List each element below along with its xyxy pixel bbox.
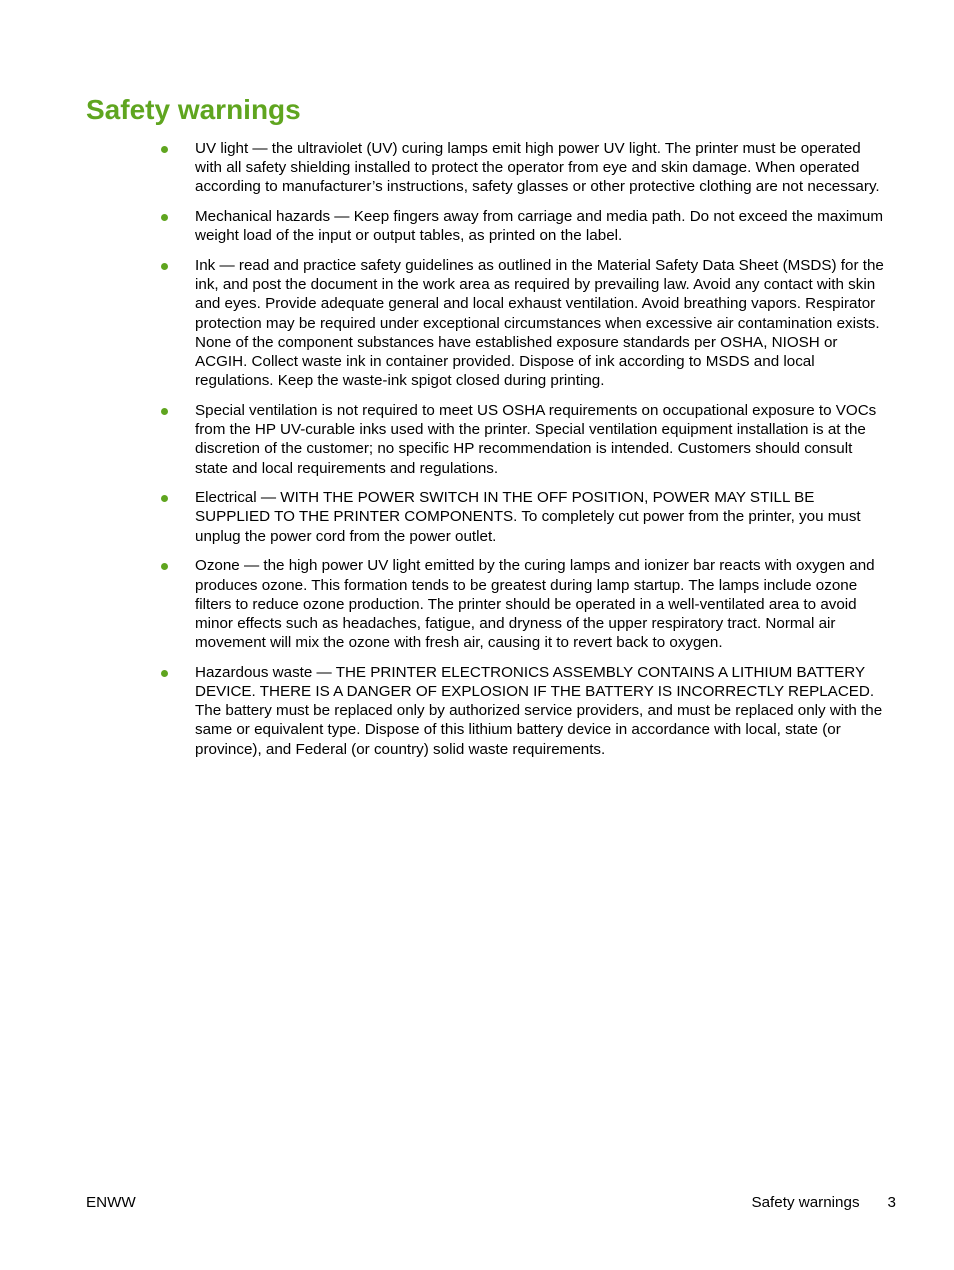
list-item-special-ventilation [158, 401, 888, 478]
page-title: Safety warnings [86, 94, 301, 125]
list-item-uv-light [158, 139, 888, 197]
bullet-icon [161, 670, 168, 677]
safety-warnings-list [158, 139, 888, 769]
list-item-mechanical-hazards [158, 207, 888, 245]
footer-left-label: ENWW [86, 1194, 136, 1211]
list-item-hazardous-waste [158, 663, 888, 759]
bullet-icon [161, 563, 168, 570]
footer-right [751, 1193, 896, 1212]
list-item-text: Ozone — the high power UV light emitted by the curing lamps and ionizer bar reacts with oxygen and produces ozone. This formation tends to be greatest during lamp startup. The lamps include ozone filters to reduce ozone production. The printer should be operated in a well-ventilated area to avoid minor effects such as headaches, fatigue, and dryness of the upper respiratory tract. Normal air movement will mix the ozone with fresh air, causing it to revert back to oxygen. [195, 557, 875, 652]
list-item-text: Special ventilation is not required to meet US OSHA requirements on occupational exposure to VOCs from the HP UV-curable inks used with the printer. Special ventilation equipment installation is at the discretion of the customer; no specific HP recommendation is intended. Customers should consult state and local requirements and regulations. [195, 401, 877, 477]
list-item-text: UV light — the ultraviolet (UV) curing lamps emit high power UV light. The printer must be operated with all safety shielding installed to protect the operator from eye and skin damage. When operated according to manufacturer’s instructions, safety glasses or other protective clothing are not necessary. [195, 140, 880, 196]
list-item-electrical [158, 488, 888, 546]
bullet-icon [161, 263, 168, 270]
bullet-icon [161, 495, 168, 502]
list-item-ink [158, 256, 888, 390]
list-item-ozone [158, 556, 888, 652]
footer-section-title: Safety warnings [751, 1194, 860, 1211]
list-item-text: Hazardous waste — THE PRINTER ELECTRONICS ASSEMBLY CONTAINS A LITHIUM BATTERY DEVICE. THERE IS A DANGER OF EXPLOSION IF THE BATTERY IS INCORRECTLY REPLACED. The battery must be replaced only by authorized service providers, and must be replaced only with the same or equivalent type. Dispose of this lithium battery device in accordance with local, state (or province), and Federal (or country) solid waste requirements. [195, 663, 883, 758]
list-item-text: Electrical — WITH THE POWER SWITCH IN THE OFF POSITION, POWER MAY STILL BE SUPPLIED TO THE PRINTER COMPONENTS. To completely cut power from the printer, you must unplug the power cord from the power outlet. [195, 489, 861, 545]
list-item-text: Ink — read and practice safety guidelines as outlined in the Material Safety Data Sheet (MSDS) for the ink, and post the document in the work area as required by prevailing law. Avoid any contact with skin and eyes. Provide adequate general and local exhaust ventilation. Avoid breathing vapors. Respirator protection may be required under exceptional circumstances when excessive air contamination exists. None of the component substances have established exposure standards per OSHA, NIOSH or ACGIH. Collect waste ink in container provided. Dispose of ink according to MSDS and local regulations. Keep the waste-ink spigot closed during printing. [195, 257, 884, 390]
list-item-text: Mechanical hazards — Keep fingers away from carriage and media path. Do not exceed the maximum weight load of the input or output tables, as printed on the label. [195, 208, 883, 245]
bullet-icon [161, 408, 168, 415]
bullet-icon [161, 214, 168, 221]
page-number: 3 [887, 1194, 896, 1211]
bullet-icon [161, 146, 168, 153]
